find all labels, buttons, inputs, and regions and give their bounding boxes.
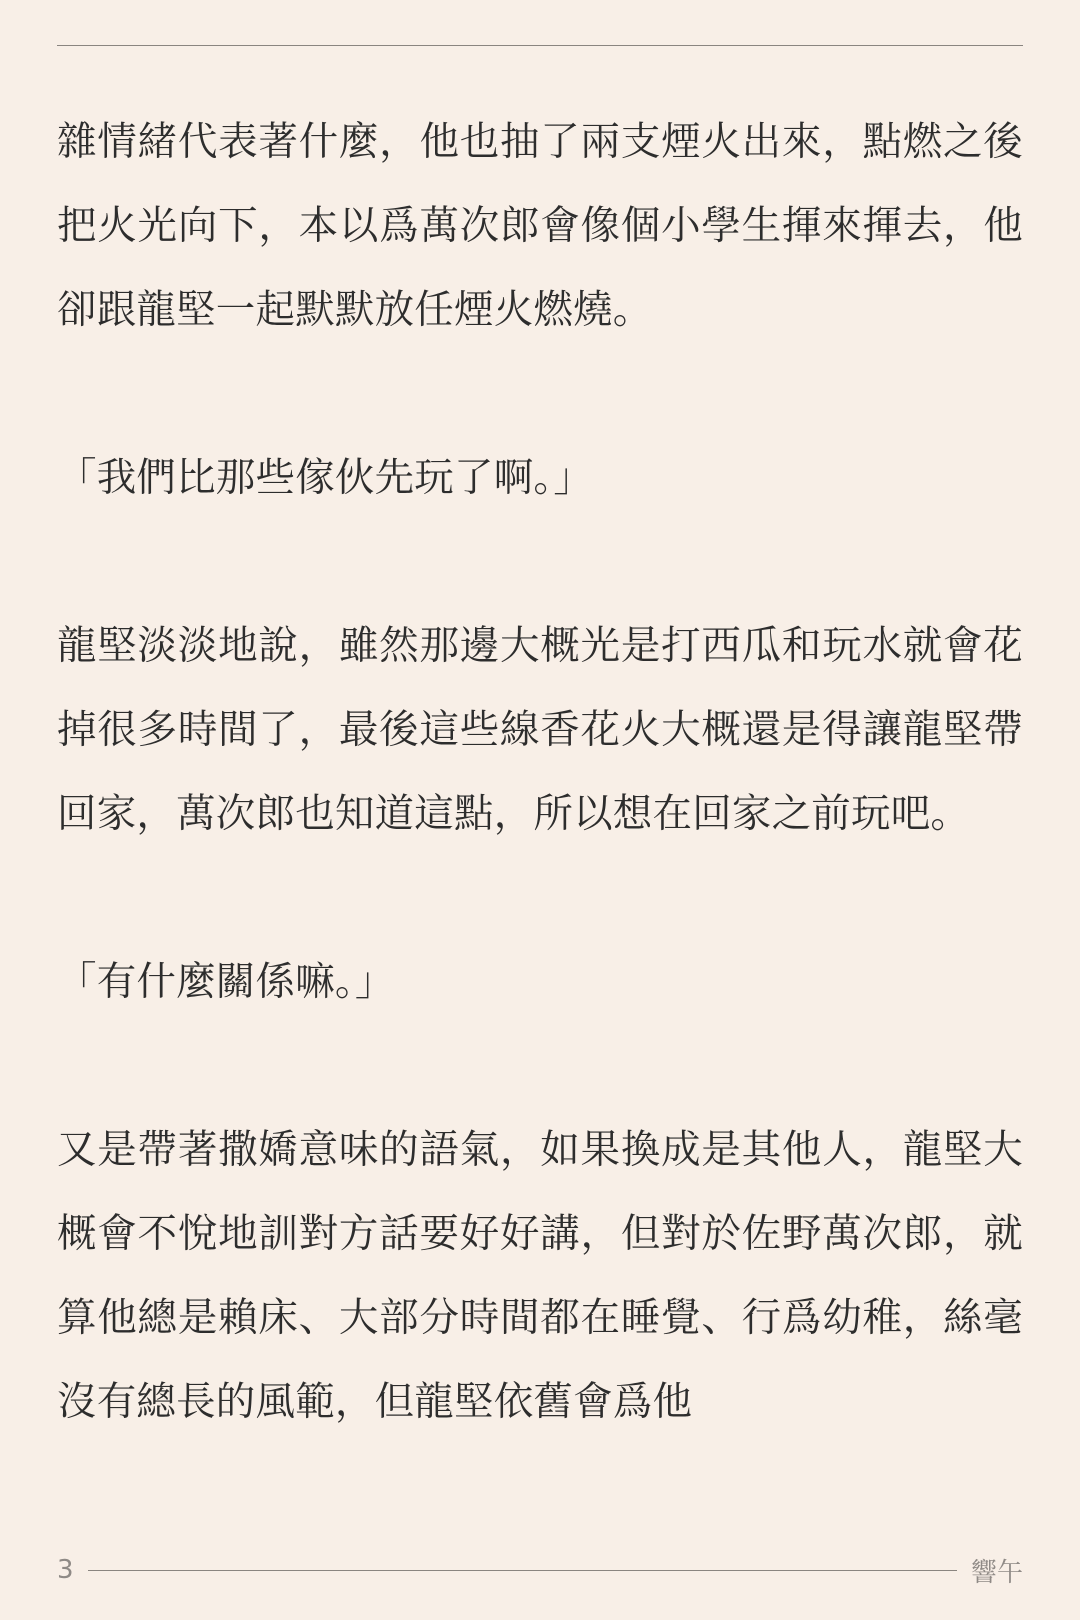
header-divider <box>57 45 1023 46</box>
paragraph: 雜情緒代表著什麼，他也抽了兩支煙火出來，點燃之後把火光向下，本以爲萬次郎會像個小學生揮來揮去，他卻跟龍堅一起默默放任煙火燃燒。 <box>57 119 1023 333</box>
paragraph-gap <box>57 352 1023 436</box>
paragraph: 又是帶著撒嬌意味的語氣，如果換成是其他人，龍堅大概會不悅地訓對方話要好好講，但對於佐野萬次郎，就算他總是賴床、大部分時間都在睡覺、行爲幼稚，絲毫沒有總長的風範，但龍堅依舊會爲他 <box>57 1127 1023 1425</box>
page-footer <box>57 1550 1023 1590</box>
paragraph-gap <box>57 856 1023 940</box>
paragraph-gap <box>57 1024 1023 1108</box>
dialogue-paragraph: 「有什麼關係嘛。」 <box>57 959 395 1005</box>
footer-divider <box>88 1570 957 1571</box>
author-name: 響午 <box>970 1557 1023 1588</box>
paragraph-gap <box>57 520 1023 604</box>
page-number: 3 <box>57 1555 74 1585</box>
page-content <box>57 100 1023 1444</box>
dialogue-paragraph: 「我們比那些傢伙先玩了啊。」 <box>57 455 594 501</box>
paragraph: 龍堅淡淡地說，雖然那邊大概光是打西瓜和玩水就會花掉很多時間了，最後這些線香花火大概還是得讓龍堅帶回家，萬次郎也知道這點，所以想在回家之前玩吧。 <box>57 623 1023 837</box>
